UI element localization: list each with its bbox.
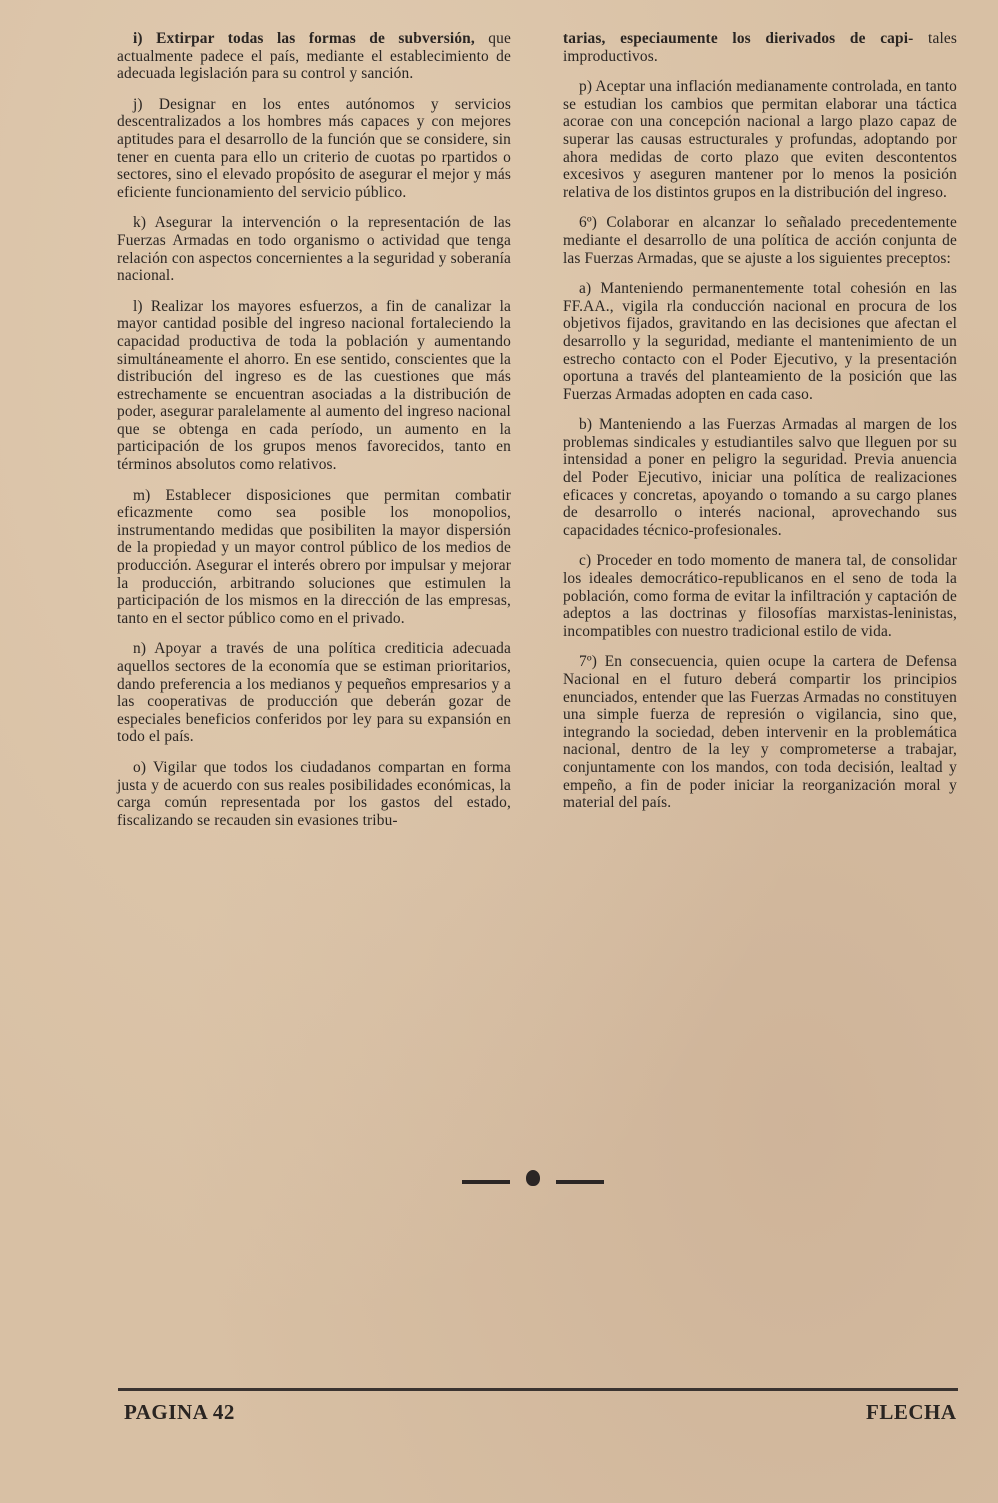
paragraph-o: o) Vigilar que todos los ciudadanos compartan en forma justa y de acuerdo con sus reales posibilidades económicas, la carga común representada por los gastos del estado, fiscalizando se recauden sin evasiones tribu- [117,758,511,829]
paragraph-lead: i) Extirpar todas las formas de subversión, [133,30,475,47]
paragraph-7: 7º) En consecuencia, quien ocupe la cartera de Defensa Nacional en el futuro deberá compartir los principios enunciados, entender que las Fuerzas Armadas no constituyen una simple fuerza de represión o vigilancia, sino que, integrando la sociedad, deben intervenir en la problemática nacional, dentro de la ley y comprometerse a trabajar, conjuntamente con los mandos, con toda decisión, lealtad y empeño, a fin de poder iniciar la reorganización moral y material del país. [563,653,957,812]
left-column [117,30,511,842]
footer-rule [118,1388,958,1391]
paragraph-j: j) Designar en los entes autónomos y servicios descentralizados a los hombres más capaces y con mejores aptitudes para el desarrollo de la función que se considere, sin tener en cuenta para ello un criterio de cuotas po rpartidos o sectores, sino el elevado propósito de asegurar el mejor y más eficiente funcionamiento del servicio público. [117,95,511,201]
paragraph-i [117,30,511,83]
paragraph-lead: tarias, especiaumente los dierivados de capi- [563,30,914,47]
paragraph-n: n) Apoyar a través de una política crediticia adecuada aquellos sectores de la economía que se estiman prioritarios, dando preferencia a los medianos y pequeños empresarios y a las cooperativas de producción que deberán gozar de especiales beneficios conferidos por ley para su expansión en todo el país. [117,640,511,746]
right-column [563,30,957,825]
paragraph-c: c) Proceder en todo momento de manera tal, de consolidar los ideales democrático-republicanos en el seno de toda la población, como forma de evitar la infiltración y captación de adeptos a las doctrinas y filosofías marxistas-leninistas, incompatibles con nuestro tradicional estilo de vida. [563,552,957,640]
paragraph-continuation [563,30,957,65]
paragraph-p: p) Aceptar una inflación medianamente controlada, en tanto se estudian los cambios que permitan elaborar una táctica acorae con una concepción nacional a largo plazo capaz de superar las causas estructurales y profundas, adoptando por ahora medidas de corto plazo que eviten descontentos excesivos y aseguren mantener por lo menos la posición relativa de los distintos grupos en la distribución del ingreso. [563,78,957,201]
paragraph-text: que actualmente padece el país, mediante el establecimiento de adecuada legislación para su control y sanción. [117,30,511,83]
publication-name: FLECHA [866,1400,957,1424]
paragraph-b: b) Manteniendo a las Fuerzas Armadas al margen de los problemas sindicales y estudiantiles salvo que lleguen por su intensidad a poner en peligro la seguridad. Previa anuencia del Poder Ejecutivo, iniciar una política de realizaciones eficaces y concretas, apoyando o tomando a su cargo planes de desarrollo o interés nacional, aprovechando sus capacidades técnico-profesionales. [563,416,957,539]
ornament-dot [526,1170,540,1186]
paragraph-text: tales improductivos. [563,30,958,65]
paragraph-m: m) Establecer disposiciones que permitan combatir eficazmente como sea posible los monopolios, instrumentando medidas que posibiliten la mayor dispersión de la propiedad y un mayor control público de los medios de producción. Asegurar el interés obrero por impulsar y mejorar la producción, arbitrando soluciones que estimulen la participación de los mismos en la dirección de las empresas, tanto en el sector público como en el privado. [117,486,511,627]
ornament-dash-left [462,1180,510,1184]
paragraph-k: k) Asegurar la intervención o la representación de las Fuerzas Armadas en todo organismo o actividad que tenga relación con aspectos concernientes a la seguridad y soberanía nacional. [117,214,511,285]
section-end-ornament [462,1168,604,1192]
paragraph-6: 6º) Colaborar en alcanzar lo señalado precedentemente mediante el desarrollo de una política de acción conjunta de las Fuerzas Armadas, que se ajuste a los siguientes preceptos: [563,214,957,267]
page-number: PAGINA 42 [124,1400,235,1424]
paragraph-l: l) Realizar los mayores esfuerzos, a fin de canalizar la mayor cantidad posible del ingreso nacional fortaleciendo la capacidad productiva de toda la población y aumentando simultáneamente el ahorro. En ese sentido, conscientes que la distribución del ingreso es de las cuestiones que más estrechamente se encuentran asociadas a la distribución de poder, asegurar paralelamente al aumento del ingreso nacional que se obtenga en cada período, un aumento en la participación de los grupos menos favorecidos, tanto en términos absolutos como relativos. [117,297,511,474]
ornament-dash-right [556,1180,604,1184]
paragraph-a: a) Manteniendo permanentemente total cohesión en las FF.AA., vigila rla conducción nacional en procura de los objetivos fijados, gravitando en las decisiones que afectan el desarrollo y la seguridad, mediante el mantenimiento de un estrecho contacto con el Poder Ejecutivo, y la presentación oportuna a través del planteamiento de la posición que las Fuerzas Armadas adopten en cada caso. [563,280,957,403]
